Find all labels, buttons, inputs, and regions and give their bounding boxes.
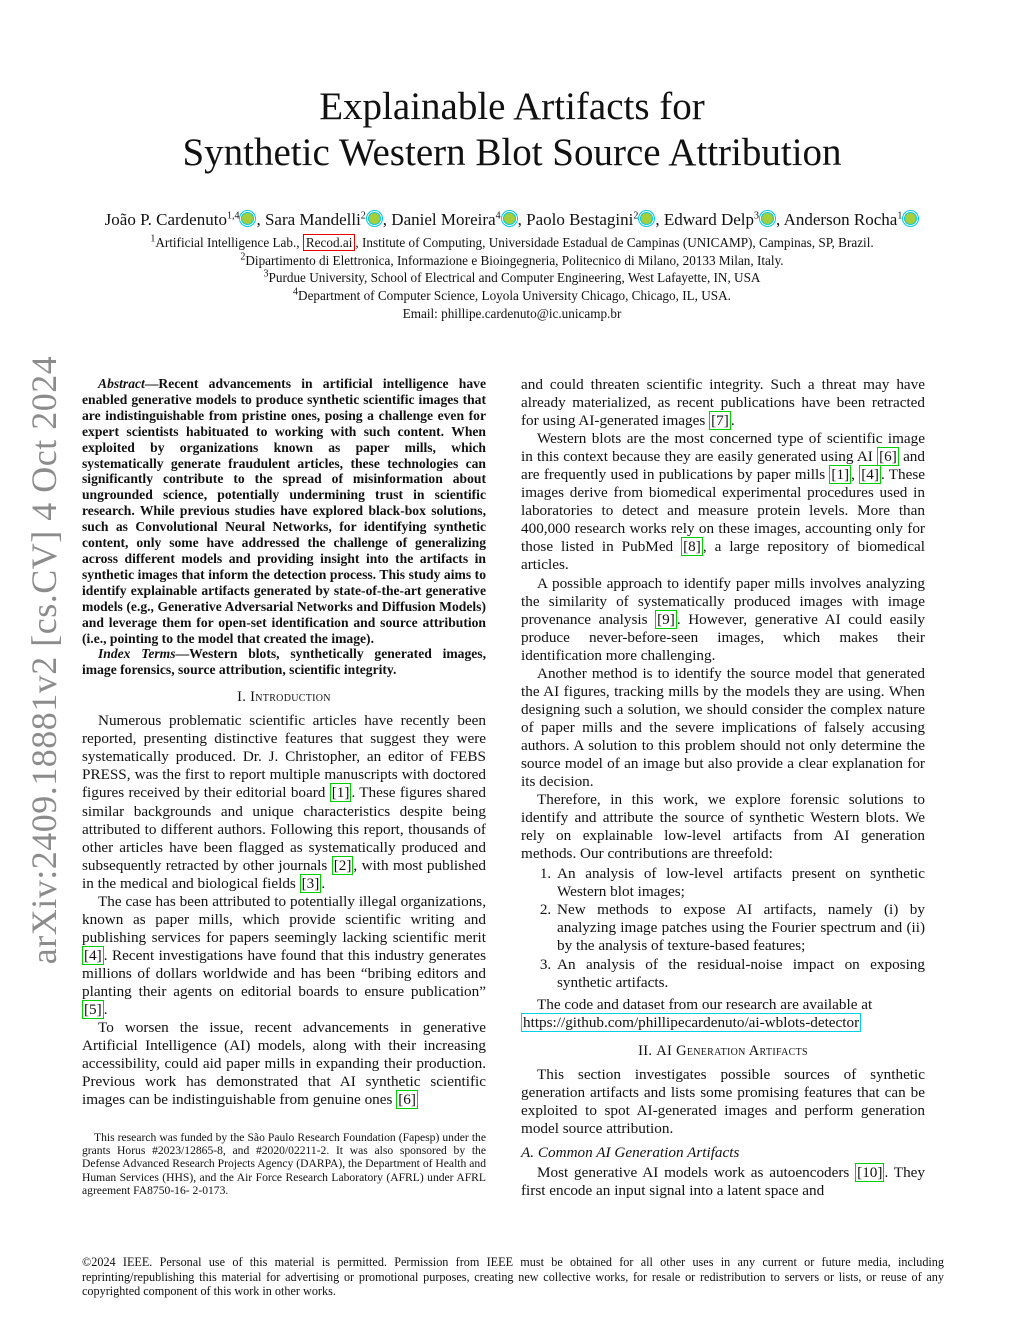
- orcid-icon[interactable]: [368, 212, 381, 225]
- citation-link[interactable]: [9]: [657, 610, 675, 628]
- contribution-item: 3. An analysis of the residual-noise impact on exposing synthetic artifacts.: [555, 956, 925, 992]
- arxiv-identifier-sidebar: [22, 355, 66, 965]
- index-terms-text: —Western blots, synthetically generated images, image forensics, source attribution, scientific integrity.: [82, 646, 486, 678]
- citation-link[interactable]: [4]: [84, 946, 102, 964]
- orcid-icon[interactable]: [503, 212, 516, 225]
- orcid-icon[interactable]: [640, 212, 653, 225]
- abstract-label: Abstract: [98, 376, 145, 391]
- contribution-item: 2. New methods to expose AI artifacts, namely (i) by analyzing image patches using the Fourier spectrum and (ii) by the analysis of texture-based features;: [555, 901, 925, 955]
- author-2-affil: 2: [360, 210, 366, 222]
- citation-link[interactable]: [5]: [84, 1001, 102, 1019]
- code-availability: The code and dataset from our research are available at: [537, 995, 873, 1013]
- citation-link[interactable]: [2]: [333, 856, 352, 874]
- intro-paragraph-1: Numerous problematic scientific articles have recently been reported, presenting distinctive features that suggest they were systematically produced. Dr. J. Christopher, an editor of FEBS PRESS, was the first to report multiple manuscripts with doctored figures received by their editorial board [1] . These figures shared similar backgrounds and unique characteristics despite being attributed to different authors. Following this report, thousands of other articles have been flagged as systematically produced and subsequently retracted by other journals [2] , with most published in the medical and biological fields [3] .: [82, 712, 486, 892]
- title-line-1: Explainable Artifacts for: [319, 85, 705, 128]
- orcid-icon[interactable]: [241, 212, 254, 225]
- section-heading-ai-artifacts: II. AI Generation Artifacts: [638, 1042, 808, 1059]
- affiliation-3: $^3$Purdue University, School of Electrical and Computer Engineering, West Lafayette, IN, USA: [263, 269, 761, 286]
- intro-paragraph-5: A possible approach to identify paper mills involves analyzing the similarity of systematically produced images with image provenance analysis [9] . However, generative AI could easily produce never-before-seen images, which makes their identification more challenging.: [521, 574, 925, 664]
- section-heading-introduction: I. Introduction: [237, 689, 331, 706]
- author-6-affil: 1: [897, 210, 903, 222]
- citation-link[interactable]: [1]: [331, 784, 350, 802]
- contributions-list: [521, 865, 925, 991]
- abstract-text: —Recent advancements in artificial intelligence have enabled generative models to produce synthetic scientific images that are indistinguishable from pristine ones, posing a challenge even for expert scientists habituated to working with such content. When exploited by organizations known as paper mills, which systematically generate fraudulent articles, these technologies can significantly contribute to the spread of misinformation about ungrounded science, potentially undermining trust in scientific research. While previous studies have explored black-box solutions, such as Convolutional Neural Networks, for identifying synthetic content, only some have addressed the challenge of generalizing across different models and providing insight into the artifacts in synthetic images that inform the detection process. This study aims to identify explainable artifacts generated by state-of-the-art generative models (e.g., Generative Adversarial Networks and Diffusion Models) and leverage them for open-set identification and source attribution (i.e., pointing to the model that created the image).: [82, 376, 486, 646]
- index-terms: [82, 646, 486, 678]
- intro-paragraph-3: To worsen the issue, recent advancements in generative Artificial Intelligence (AI) models, along with their increasing accessibility, could aid paper mills in expanding their production. Previous work has demonstrated that AI synthetic scientific images can be indistinguishable from genuine ones [6]: [82, 1019, 486, 1109]
- section-2a-paragraph: Most generative AI models work as autoencoders [10] . They first encode an input signal into a latent space and: [521, 1163, 926, 1200]
- intro-paragraph-6: Another method is to identify the source model that generated the AI figures, tracking mills by the models they are using. When designing such a solution, we should consider the complex nature of paper mills and the severe implications of falsely accusing authors. A solution to this problem should not only determine the source model of an image but also provide a clear explanation for its decision.: [521, 664, 925, 791]
- repo-link-line: [521, 1014, 925, 1032]
- author-1: João P. Cardenuto: [104, 210, 227, 229]
- title-line-2: Synthetic Western Blot Source Attribution: [182, 131, 842, 174]
- github-repo-link[interactable]: https://github.com/phillipecardenuto/ai-wblots-detector: [523, 1013, 860, 1031]
- funding-text: This research was funded by the São Paulo Research Foundation (Fapesp) under the grants Horus #2023/12865-8, and #2020/02211-2. It was also sponsored by the Defense Advanced Research Projects Agency (DARPA), the Department of Health and Human Services (HHS), and the Air Force Research Laboratory (AFRL) under AFRL agreement FA8750-16- 2-0173.: [82, 1131, 486, 1197]
- right-column: [521, 376, 925, 1200]
- citation-link[interactable]: [7]: [711, 412, 729, 430]
- affiliations: [40, 234, 984, 323]
- citation-link[interactable]: [4]: [861, 466, 879, 484]
- author-4-affil: 2: [633, 210, 639, 222]
- contact-email: Email: phillipe.cardenuto@ic.unicamp.br: [402, 305, 622, 321]
- author-5-affil: 3: [754, 210, 759, 222]
- citation-link[interactable]: [6]: [398, 1091, 416, 1109]
- funding-footnote: [82, 1131, 486, 1197]
- affiliation-4: $^4$Department of Computer Science, Loyola University Chicago, Chicago, IL, USA.: [293, 286, 731, 304]
- recod-link[interactable]: Recod.ai: [303, 234, 356, 251]
- intro-paragraph-2: The case has been attributed to potentially illegal organizations, known as paper mills, which provide scientific writing and publishing services for papers seemingly lacking scientific merit [4] . Recent investigations have found that this industry generates millions of dollars worldwide and has been “bribing editors and planting their agents on editorial boards to ensure publication” [5] .: [82, 892, 486, 1019]
- index-terms-label: Index Terms: [98, 646, 176, 662]
- left-column: [82, 376, 486, 1109]
- author-3-affil: 4: [495, 210, 501, 222]
- abstract: [82, 376, 486, 646]
- author-list: João P. Cardenuto$^{1,4}$ , Sara Mandelli$^2$ , Daniel Moreira$^4$ , Paolo Bestagini$^2$ , Edward Delp$^3$ , Anderson Rocha$^1$: [40, 210, 984, 230]
- intro-paragraph-4: Western blots are the most concerned type of scientific image in this context because they are easily generated using AI [6] and are frequently used in publications by paper mills [1] , [4] . These images derive from biomedical experimental procedures used in laboratories to detect and measure protein levels. More than 400,000 research works rely on these images, accounting only for those listed in PubMed [8] , a large repository of biomedical articles.: [521, 430, 926, 574]
- citation-link[interactable]: [8]: [683, 538, 701, 556]
- subsection-heading-common-artifacts: A. Common AI Generation Artifacts: [521, 1143, 740, 1161]
- affiliation-1: $^1$Artificial Intelligence Lab., Recod.ai , Institute of Computing, Universidade Estadual de Campinas (UNICAMP), Campinas, SP, Brazil.: [150, 233, 874, 250]
- author-1-affil: 1,4: [226, 210, 240, 222]
- citation-link[interactable]: [1]: [831, 466, 850, 484]
- author-4: Paolo Bestagini: [526, 210, 634, 229]
- paper-title: [100, 84, 924, 176]
- intro-continuation: and could threaten scientific integrity. Such a threat may have already materialized, as recent publications have been retracted for using AI-generated images [7] .: [521, 376, 925, 430]
- ieee-copyright-notice: ©2024 IEEE. Personal use of this material is permitted. Permission from IEEE must be obtained for all other uses in any current or future media, including reprinting/republishing this material for advertising or promotional purposes, creating new collective works, for resale or redistribution to servers or lists, or reuse of any copyrighted component of this work in other works.: [82, 1255, 944, 1299]
- section-2-intro: This section investigates possible sources of synthetic generation artifacts and lists some promising features that can be exploited to spot AI-generated images and perform generation model source attribution.: [521, 1065, 925, 1137]
- arxiv-identifier: arXiv:2409.18881v2 [cs.CV] 4 Oct 2024: [24, 355, 65, 965]
- intro-paragraph-7: Therefore, in this work, we explore forensic solutions to identify and attribute the source of synthetic Western blots. We rely on explainable low-level artifacts from AI generation methods. Our contributions are threefold:: [521, 791, 925, 863]
- author-5: Edward Delp: [663, 210, 754, 229]
- author-3: Daniel Moreira: [391, 210, 496, 229]
- citation-link[interactable]: [6]: [879, 448, 897, 466]
- citation-link[interactable]: [3]: [301, 874, 320, 892]
- contribution-item: 1. An analysis of low-level artifacts present on synthetic Western blot images;: [555, 865, 925, 901]
- orcid-icon[interactable]: [904, 212, 917, 225]
- author-6: Anderson Rocha: [783, 210, 898, 229]
- author-2: Sara Mandelli: [264, 210, 361, 229]
- orcid-icon[interactable]: [761, 212, 774, 225]
- affiliation-2: $^2$Dipartimento di Elettronica, Informazione e Bioingegneria, Politecnico di Milano, 20133 Milan, Italy.: [240, 251, 784, 268]
- citation-link[interactable]: [10]: [857, 1163, 883, 1181]
